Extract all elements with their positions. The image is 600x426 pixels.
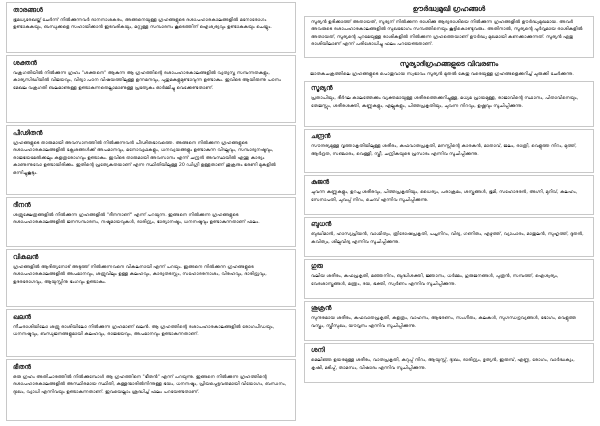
planet-heading: സൂര്യൻ <box>311 84 333 93</box>
planet-box-sun <box>304 81 594 127</box>
planet-box-jupiter <box>304 259 594 299</box>
planet-text: സുന്ദരമായ ശരീരം, കഫവാതപ്രകൃതി, കളത്രം, വാഹനം, ആഭരണം, സംഗീതം, കലകൾ, സുഗന്ധദ്രവ്യങ്ങൾ, ഭോഗം, വെളുത്ത വസ്ത്രം, സ്ത്രീസുഖം, യൗവ്വനം എന്നിവ സൂചിപ്പിക്കുന്നു. <box>311 316 577 329</box>
planet-heading: ബുധൻ <box>311 220 332 229</box>
section-text: നീചരാശിയിലോ ശത്രു രാശിയിലോ നിൽക്കുന്ന ഗ്രഹമാണ് ഖലൻ. ആ ഗ്രഹത്തിന്റെ ദശാപഹാരകാലങ്ങളിൽ രോഗപീഡയും, ധനനഷ്ടവും, ബന്ധുജനങ്ങളുമായി കലഹവും, രാജഭയവും, അപമാനവും ഉണ്ടാകുന്നതാണ്. <box>13 325 275 338</box>
planet-box-mars <box>304 175 594 215</box>
section-box <box>6 197 296 247</box>
intro-text: സൂര്യൻ ഉദിക്കാത്ത് അതായത്, സൂര്യന് നിൽക്കുന്ന രാശിക്കു ആദ്യരാശിയെ നിൽക്കുന്ന ഗ്രഹങ്ങളിൽ ഊർദ്ധ്വമുഖമായ. അവർ അവരുടെ ദശാപഹാരകാലങ്ങളിൽ സുഖഭോഗം സമ്പത്തിനെയും കൂട്ടികൊണ്ടുവരും. അതിനാൽ, സൂര്യന്റെ പൂർവ്വമായ രാശികളിൽ അതായത്, സൂര്യന്റെ പുറമേയുള്ള രാശികളിൽ നിൽക്കുന്ന ഗ്രഹത്തെയാണ് ഊർദ്ധ്വ മുഖമായി കണക്കാക്കുന്നത്. സൂര്യൻ ഏതു രാശിയിലാണ് എന്ന് പരിശോധിച്ചു ഫലം പറയേണ്ടതാണ്. <box>311 20 583 48</box>
section-text: വക്രഗതിയിൽ നിൽക്കുന്ന ഗ്രഹം "ശക്തനെ" ആകുന്ന ആ ഗ്രഹത്തിന്റെ ദശാപഹാരകാലങ്ങളിൽ വ്യത്യസ്ത സമ്പന്നതകളും, കാര്യസിദ്ധിയിൽ വിജയവും, വിദ്യാ പഠന വിഷയത്തിലുള്ള ഉന്നമനവും, പുതുമകളുമുണ്ടാവുന്ന ഉണ്ടാകും. ഇവിടെ ആയിരുന്നു പഠനം മേഖല വക്രഗതി ബലമാണുള്ള ഉണ്ടാകുന്നതെല്ലാമാണുള്ള പ്രത്യേകം ഓർമ്മിച്ചു വെക്കേണ്ടതാണ്. <box>13 71 281 91</box>
planet-text: വലിയ ശരീരം, കഫപ്രകൃതി, മഞ്ഞനിറം, ബുദ്ധിശക്തി, ജ്ഞാനം, ധർമ്മം, ഗുരുജനങ്ങൾ, പുത്രൻ, സമ്പത്ത്, ഐശ്വര്യം, വേദശാസ്ത്രങ്ങൾ, മന്ത്രം, ദയ, ഭക്തി, സ്വർണം എന്നിവ സൂചിപ്പിക്കുന്നു. <box>311 274 559 287</box>
planet-text: ബുദ്ധിമാൻ, ഹാസ്യപ്രിയൻ, വാഗ്മിത്വം, ത്രിദോഷപ്രകൃതി, പച്ചനിറം, വിദ്യ, ഗണിതം, എഴുത്ത്, വ്യാപാരം, മാതുലൻ, സുഹൃത്ത്, ദൂതൻ, കവിത്വം, ശില്പവിദ്യ എന്നിവ സൂചിപ്പിക്കുന്നു. <box>311 232 584 245</box>
planet-box-venus <box>304 301 594 341</box>
planet-text: മെലിഞ്ഞ ഉയരമുള്ള ശരീരം, വാതപ്രകൃതി, കറുപ്പ് നിറം, ആയുസ്സ്, ദുഃഖം, ദാരിദ്ര്യം, ഭൃത്യൻ, ഇരുമ്പ്, എണ്ണ, രോഗം, വാർദ്ധക്യം, കൃഷി, മടിപ്പ്, താമസം, വിഷാദം എന്നിവ സൂചിപ്പിക്കുന്നു. <box>311 358 575 371</box>
planet-box-moon <box>304 129 594 173</box>
page-title: സൂര്യാദിഗ്രഹങ്ങളുടെ വിവരണം <box>399 60 499 68</box>
section-box <box>6 359 296 421</box>
intro-box <box>304 16 594 58</box>
planet-heading: ചന്ദ്രൻ <box>311 132 331 141</box>
section-heading: ഭീതൻ <box>13 363 31 371</box>
section-box <box>6 125 296 195</box>
planet-text: സൗന്ദര്യമുള്ള വൃത്താകൃതിയിലുള്ള ശരീരം, കഫവാതപ്രകൃതി, മനസ്സിന്റെ കാരകൻ, മാതാവ്, ജലം, രാത്രി, വെളുത്ത നിറം, മുത്ത്, ആർദ്രത, സഞ്ചാരം, വെള്ളി, സ്ത്രീ, ചന്ദ്രികയുടെ പ്രസാദം എന്നിവ സൂചിപ്പിക്കുന്നു. <box>311 144 577 157</box>
section-box <box>6 55 296 123</box>
intro-heading: ഊർദ്ധ്വമുഖി ഗ്രഹങ്ങൾ <box>412 5 486 13</box>
planet-heading: ശുക്രൻ <box>311 304 332 313</box>
section-heading: പീഢിതൻ <box>13 129 43 137</box>
left-column <box>6 2 300 426</box>
section-heading: ശക്തൻ <box>13 59 37 67</box>
section-box <box>6 249 296 307</box>
planet-heading: കുജൻ <box>311 178 330 187</box>
planet-text: പ്രതാപിയും, ദീർഘ കാലത്തേക്കും വ്യക്തമായുള്ള ശരീരത്തെക്കുറിച്ചുള്ള, മധ്യമ പ്രായമുള്ള, രാജാവിന്റെ സ്ഥാനം, പിതാവിനെയും, തേജസ്സും, ശരീരശക്തി, കണ്ണുകളും, എല്ലുകളും, പിത്തപ്രകൃതിയും, ചുവന്ന നിറവും, ഉഷ്ണവും സൂചിപ്പിക്കുന്നു. <box>311 96 579 109</box>
planet-box-saturn <box>304 343 594 383</box>
section-text: ഒരു ഗ്രഹം അതിചാരത്തിൽ നിൽക്കുമ്പോൾ ആ ഗ്രഹത്തിനെ "ഭീതൻ" എന്ന് പറയുന്നു. ഇങ്ങനെ നിൽക്കുന്ന ഗ്രഹത്തിന്റെ ദശാപഹാരകാലങ്ങളിൽ അസ്ഥിരമായ സ്ഥിതി, കള്ളന്മാരിൽനിന്നുള്ള ഭയം, ധനനഷ്ടം, പ്രിയപ്പെട്ടവരുമായി വിയോഗം, ബന്ധനം, ദുഃഖം, വ്യാധി എന്നിവയും ഉണ്ടാകുന്നതാണ്. ഇവയെല്ലാം ശ്രദ്ധിച്ച് ഫലം പറയേണ്ടതാണ്. <box>13 375 287 395</box>
section-text: ഭൂമധ്യരേഖയ്ക്ക് ചേർന്ന് നിൽക്കുന്നവർ ദാനനാശകരം, അങ്ങനെയുള്ള ഗ്രഹങ്ങളുടെ ദശാപഹാരകാലങ്ങളിൽ മനോരോഗം ഉണ്ടാകുകയും, ബന്ധുക്കളെ സഹായിക്കാൻ ഇടവരികയും, മറ്റുള്ള സമ്പാദനം കൂടെത്തിന് ഐശ്വര്യവും ഉണ്ടാകുകയും ചെയ്യും. <box>13 18 272 31</box>
section-heading: താരങ്ങൾ <box>13 6 43 14</box>
section-box <box>6 309 296 357</box>
planet-heading: ശനി <box>311 346 325 355</box>
section-box <box>6 2 296 53</box>
intro-paragraph: ജാതകചക്രത്തിലെ ഗ്രഹങ്ങളുടെ പൊതുവായ സ്വഭാവം സൂര്യൻ മുതൽ കേതു വരെയുള്ള ഗ്രഹങ്ങളെക്കുറിച്ച് ചുരുക്കി ചേർക്കുന്നു. <box>310 72 574 77</box>
planet-text: ചുവന്ന കണ്ണുകളും, ഉറച്ച ശരീരവും, പിത്തപ്രകൃതിയും, ധൈര്യം, പരാക്രമം, ശസ്ത്രങ്ങൾ, ഭൂമി, സഹോദരൻ, അഗ്നി, മുറിവ്, കലഹം, സേനാപതി, ചുവപ്പ് നിറം, ചെമ്പ് എന്നിവ സൂചിപ്പിക്കുന്നു. <box>311 190 578 203</box>
planet-heading: ഗുരു <box>311 262 323 271</box>
section-heading: ദീനൻ <box>13 201 31 209</box>
right-column <box>300 2 594 426</box>
section-text: ഗ്രഹങ്ങളിൽ ആദിത്യനോട് അടുത്ത് നിൽക്കുന്നവനെ വികലനായി എന്ന് പറയും. ഇങ്ങനെ നിൽക്കുന്ന ഗ്രഹങ്ങളുടെ ദശാപഹാരകാലങ്ങളിൽ അപമാനവും, ശത്രുവിലും ഉള്ള കലഹവും, കാര്യതടസ്സം, സഹോദരനാശം, വിരഹവും, ദാരിദ്ര്യവും, ഉദരരോഗവും, ആയുസ്സിനു ഭംഗവും ഉണ്ടാകും. <box>13 265 267 285</box>
section-text: ശത്രുക്ഷേത്രങ്ങളിൽ നിൽക്കുന്ന ഗ്രഹങ്ങളിൽ "ദീനനാണ്" എന്ന് പറയുന്ന. ഇങ്ങനെ നിൽക്കുന്ന ഗ്രഹങ്ങളുടെ ദശാപഹാരകാലങ്ങളിൽ ജനസമ്പാദനം, നഷ്ടമായവുകൾ, ദാരിദ്ര്യം, ഭാര്യാനഷ്ടം, ധനനഷ്ടവും ഉണ്ടാകുന്നതാണ് ഫലം. <box>13 213 260 226</box>
planet-box-mercury <box>304 217 594 257</box>
section-heading: ഖലൻ <box>13 313 31 321</box>
section-text: ഗ്രഹങ്ങളുടെ താരുമായി അവസാനത്തിൽ നിൽക്കുന്നവൻ പീഢിതഭാവത്തെ. അങ്ങനെ നിൽക്കുന്ന ഗ്രഹങ്ങളുടെ ദശാപഹാരകാലങ്ങളിൽ ക്ലേശങ്ങൾക്ക് അപമാനവും, മനോവ്യഥകളും, ധനവ്യയങ്ങളും ഉണ്ടാകുന്ന വിഘ്നവും, സമ്പാദ്യനഷ്ടവും, രാജഭയമേൽക്കലും കളത്രരോഗവും ഉണ്ടാകും. ഇവിടെ താരുമായി അവസാനം എന്ന് ചന്ദ്രൻ അവസ്ഥയിൽ എന്തു കാര്യം കാണുന്നുവോ ഉണ്ടായിരിക്കും. ഇതിന്റെ പ്രത്യേകതയാണ് എന്ന സ്ഥിതിയിലുള്ള 20 ഡിഗ്രി ഉള്ളതാണ് ശുക്രനും ഭരണി മുകളിൽ ഒന്നിച്ചുകൂടും. <box>13 141 276 176</box>
section-heading: വികലൻ <box>13 253 39 261</box>
